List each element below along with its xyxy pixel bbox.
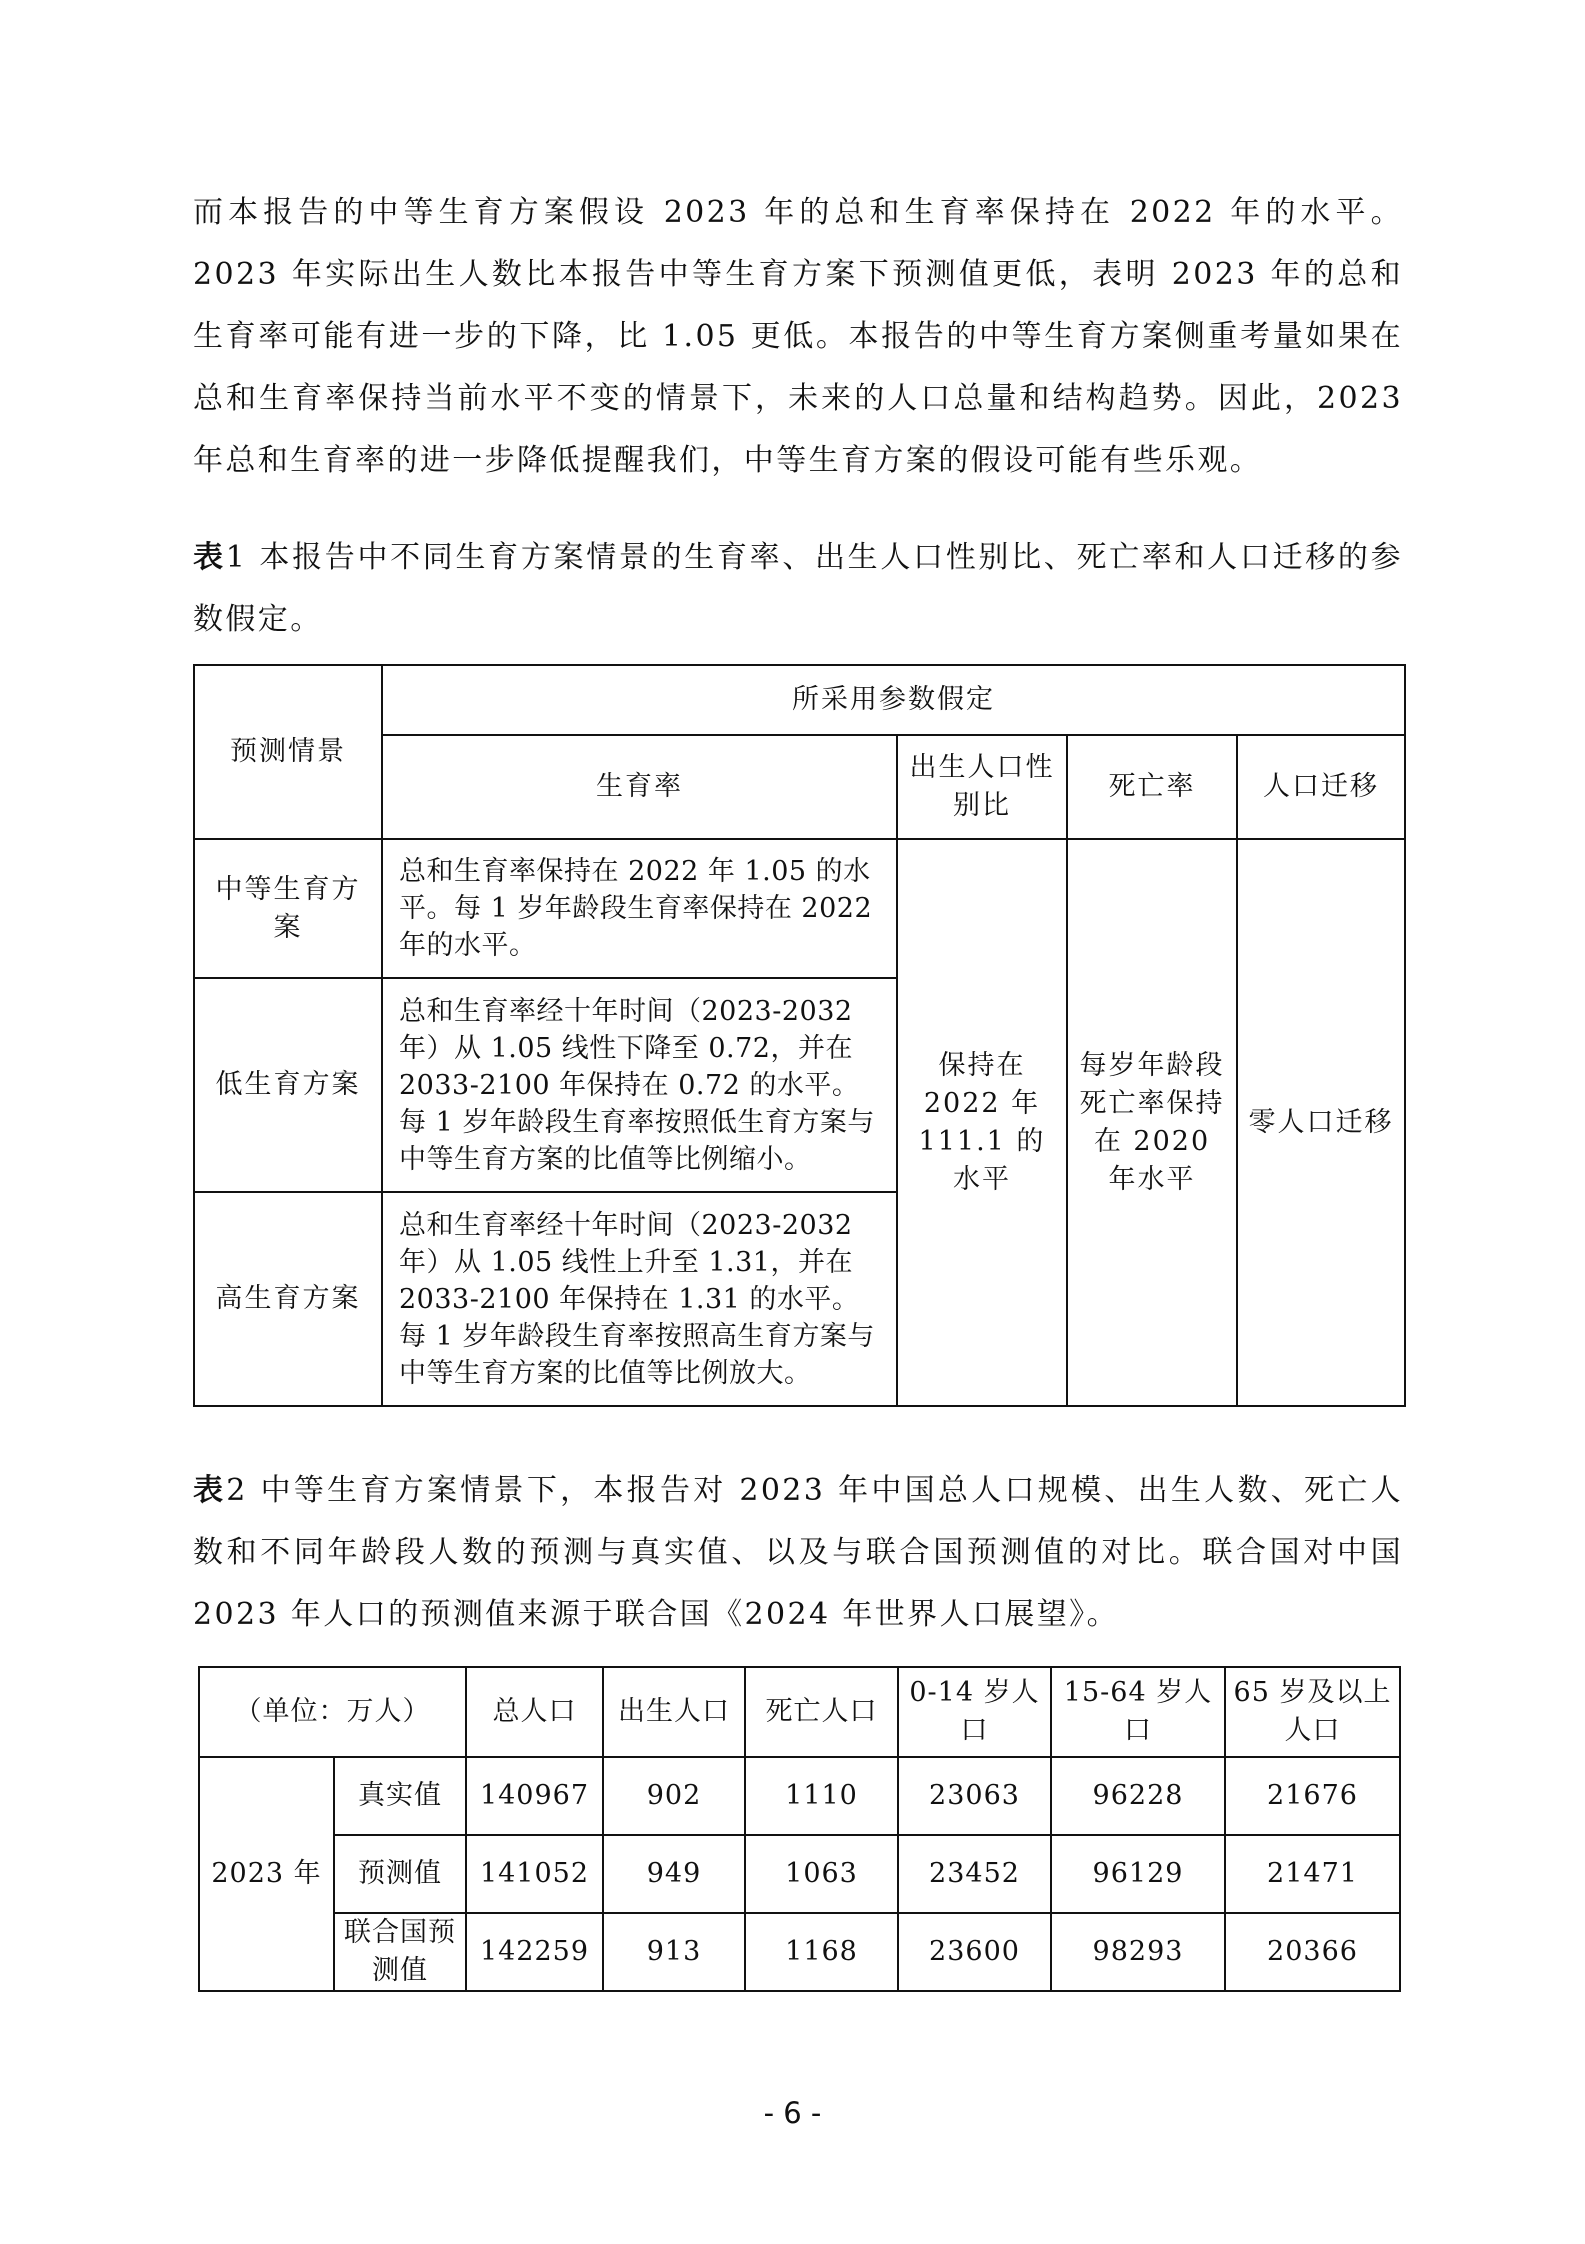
value-cell: 1168: [745, 1913, 898, 1991]
header-migration: 人口迁移: [1237, 735, 1405, 839]
value-cell: 21471: [1225, 1835, 1400, 1913]
sex-ratio-cell: 保持在 2022 年 111.1 的水平: [897, 839, 1067, 1406]
fertility-cell: 总和生育率经十年时间（2023-2032 年）从 1.05 线性下降至 0.72，并在 2033-2100 年保持在 0.72 的水平。每 1 岁年龄段生育率按照低生育方案与中等生育方案的比值等比例缩小。: [382, 978, 897, 1192]
scenario-cell: 高生育方案: [194, 1192, 382, 1406]
header-mortality: 死亡率: [1067, 735, 1237, 839]
header-scenario: 预测情景: [194, 665, 382, 839]
fertility-cell: 总和生育率经十年时间（2023-2032 年）从 1.05 线性上升至 1.31，并在 2033-2100 年保持在 1.31 的水平。每 1 岁年龄段生育率按照高生育方案与中等生育方案的比值等比例放大。: [382, 1192, 897, 1406]
header-fertility: 生育率: [382, 735, 897, 839]
page-number: - 6 -: [763, 2096, 822, 2130]
value-cell: 1063: [745, 1835, 898, 1913]
column-header: 总人口: [466, 1667, 603, 1757]
intro-paragraph: 而本报告的中等生育方案假设 2023 年的总和生育率保持在 2022 年的水平。2023 年实际出生人数比本报告中等生育方案下预测值更低，表明 2023 年的总和生育率可能有进一步的下降，比 1.05 更低。本报告的中等生育方案侧重考量如果在总和生育率保持当前水平不变的情景下，未来的人口总量和结构趋势。因此，2023 年总和生育率的进一步降低提醒我们，中等生育方案的假设可能有些乐观。: [193, 195, 1403, 478]
population-comparison-table: [198, 1666, 1401, 1992]
column-header: 15-64 岁人口: [1051, 1667, 1225, 1757]
value-cell: 141052: [466, 1835, 603, 1913]
row-label: 联合国预测值: [334, 1913, 466, 1991]
value-cell: 96129: [1051, 1835, 1225, 1913]
table2-caption: [193, 1460, 1403, 1646]
value-cell: 140967: [466, 1757, 603, 1835]
value-cell: 913: [603, 1913, 745, 1991]
value-cell: 23063: [898, 1757, 1051, 1835]
value-cell: 23600: [898, 1913, 1051, 1991]
column-header: 65 岁及以上人口: [1225, 1667, 1400, 1757]
value-cell: 98293: [1051, 1913, 1225, 1991]
mortality-cell: 每岁年龄段死亡率保持在 2020 年水平: [1067, 839, 1237, 1406]
column-header: 死亡人口: [745, 1667, 898, 1757]
column-header: 出生人口: [603, 1667, 745, 1757]
table2-caption-text: 2 中等生育方案情景下，本报告对 2023 年中国总人口规模、出生人数、死亡人数和不同年龄段人数的预测与真实值、以及与联合国预测值的对比。联合国对中国 2023 年人口的预测值来源于联合国《2024 年世界人口展望》。: [193, 1473, 1403, 1632]
unit-label: （单位：万人）: [199, 1667, 466, 1757]
value-cell: 142259: [466, 1913, 603, 1991]
scenario-cell: 低生育方案: [194, 978, 382, 1192]
scenario-cell: 中等生育方案: [194, 839, 382, 978]
table1-caption-text: 1 本报告中不同生育方案情景的生育率、出生人口性别比、死亡率和人口迁移的参数假定。: [193, 540, 1403, 637]
year-label: 2023 年: [199, 1757, 334, 1991]
table2-caption-lead: 表: [193, 1473, 227, 1508]
row-label: 真实值: [334, 1757, 466, 1835]
value-cell: 96228: [1051, 1757, 1225, 1835]
migration-cell: 零人口迁移: [1237, 839, 1405, 1406]
value-cell: 21676: [1225, 1757, 1400, 1835]
fertility-cell: 总和生育率保持在 2022 年 1.05 的水平。每 1 岁年龄段生育率保持在 2022 年的水平。: [382, 839, 897, 978]
table1-caption-lead: 表: [193, 540, 226, 575]
parameter-assumptions-table: [193, 664, 1406, 1407]
value-cell: 902: [603, 1757, 745, 1835]
row-label: 预测值: [334, 1835, 466, 1913]
header-sex-ratio: 出生人口性别比: [897, 735, 1067, 839]
value-cell: 23452: [898, 1835, 1051, 1913]
column-header: 0-14 岁人口: [898, 1667, 1051, 1757]
value-cell: 1110: [745, 1757, 898, 1835]
header-params: 所采用参数假定: [382, 665, 1405, 735]
table1-caption: [193, 527, 1403, 651]
value-cell: 949: [603, 1835, 745, 1913]
value-cell: 20366: [1225, 1913, 1400, 1991]
